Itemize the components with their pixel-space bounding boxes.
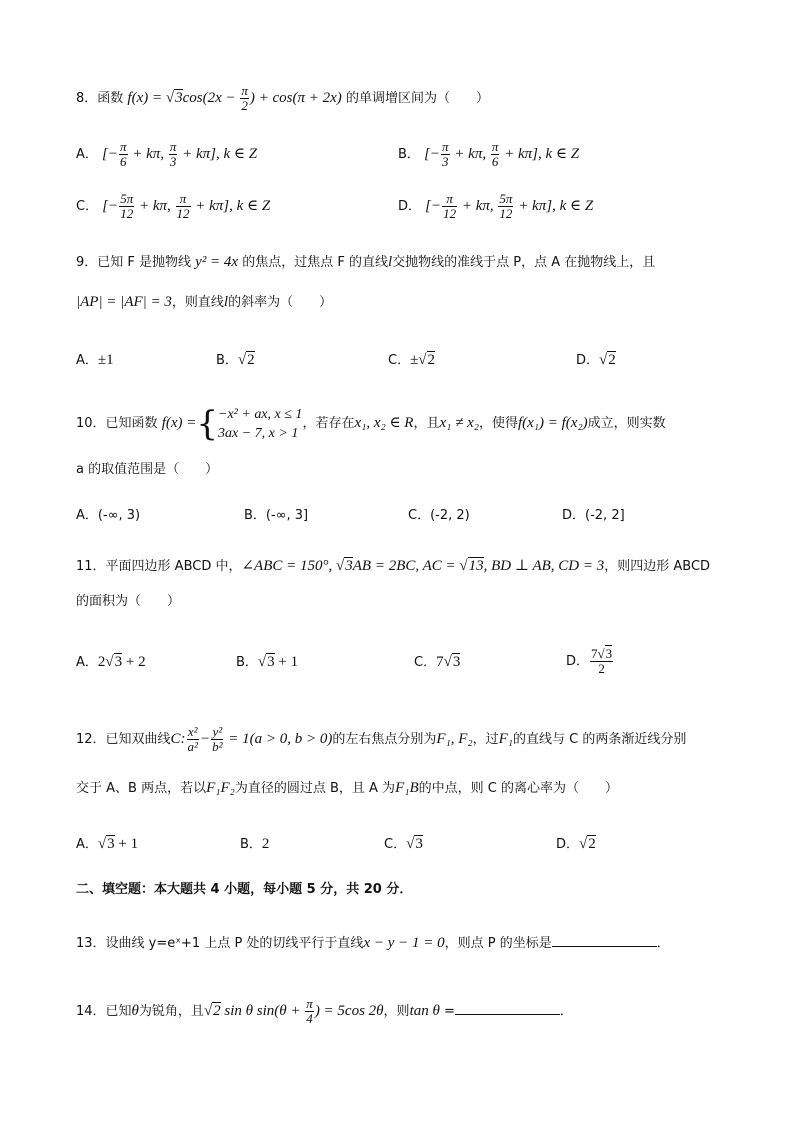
q14-answer-blank[interactable] (455, 1000, 560, 1015)
q14-text-a: 为锐角，且 (138, 1004, 204, 1019)
q12-option-a-math: √3 + 1 (97, 836, 139, 852)
option-label: B． (236, 655, 258, 670)
q12-f1f2: F₁F₂ (206, 780, 235, 796)
q9-text-d: ，则直线 (171, 295, 224, 310)
option-label: B． (216, 353, 238, 368)
q10-line-2-text: a 的取值范围是（ ） (76, 462, 219, 477)
option-text: (-2, 2] (585, 508, 625, 523)
q8-function-expr: f(x) = √3cos(2x − $\frac{\pi}{2}$ ) + cos(π + 2x) (127, 83, 342, 114)
q11-conditions-expr: ∠ABC = 150°, √3AB = 2BC, AC = √13, BD ⊥ AB, CD = 3 (241, 558, 605, 574)
question-10-line-1 (76, 400, 666, 446)
question-10-line-2 (76, 460, 218, 480)
q9-text-c: 交抛物线的准线于点 P，点 A 在抛物线上，且 (392, 255, 656, 270)
q10-option-a[interactable] (76, 506, 140, 526)
q14-equation-expr: √2 sin θ sin(θ + $\frac{\pi}{4}$ ) = 5cos 2θ (203, 996, 384, 1027)
q12-text-e: 的中点，则 C 的离心率为（ ） (418, 781, 618, 796)
q14-prefix: 14．已知 (76, 1004, 132, 1019)
q12-option-a[interactable] (76, 834, 138, 855)
q13-line-expr: x − y − 1 = 0 (363, 935, 445, 951)
question-9-line-1 (76, 252, 655, 273)
question-12-line-1 (76, 722, 686, 756)
q10-option-d[interactable] (562, 506, 625, 526)
option-label: B． (398, 147, 420, 162)
q8-option-d[interactable] (398, 192, 593, 221)
option-label: C． (408, 508, 431, 523)
q9-option-b[interactable] (216, 350, 255, 371)
q14-tan: tan θ (409, 1003, 440, 1019)
q10-fx: f(x) = (161, 415, 197, 431)
q10-prefix: 10．已知函数 (76, 416, 158, 431)
option-label: A． (76, 837, 98, 852)
q12-hyperbola-expr: C: $\frac{\text{x²}}{\text{a²}}$ − $\frac{\text{y²}}{\text{b²}}$ = 1(a > 0, b > 0) (170, 724, 333, 755)
q9-parabola-expr: y² = 4x (195, 254, 239, 270)
q9-text-b: 的焦点，过焦点 F 的直线 (242, 255, 388, 270)
q8-option-d-math: [− $\frac{\pi}{12}$ + kπ, $\frac{5\pi}{12}$ + kπ], k ∈ Z (425, 191, 594, 222)
q8-option-c-math: [− $\frac{5\pi}{12}$ + kπ, $\frac{\pi}{12}$ + kπ], k ∈ Z (102, 191, 271, 222)
q9-option-d[interactable] (576, 350, 616, 371)
q10-text-a: ，若存在 (302, 416, 355, 431)
q10-option-c[interactable] (408, 506, 470, 526)
q9-line-l: l (387, 254, 393, 270)
option-label: C． (388, 353, 411, 368)
q12-option-c-math: √3 (406, 836, 423, 852)
q9-line-l-2: l (223, 294, 229, 310)
q12-text-b: ，过 (472, 732, 499, 747)
q9-option-a[interactable] (76, 350, 114, 371)
option-label: B． (244, 508, 266, 523)
q9-option-b-math: √2 (237, 352, 255, 368)
option-text: 2 (261, 836, 270, 852)
q11-option-b[interactable] (236, 652, 298, 673)
q10-vars: x₁, x₂ ∈ R (354, 415, 414, 431)
option-label: C． (384, 837, 407, 852)
q12-prefix: 12．已知双曲线 (76, 732, 171, 747)
option-label: A． (76, 353, 98, 368)
q8-option-c[interactable] (76, 192, 270, 221)
q12-text-c: 交于 A、B 两点，若以 (76, 781, 207, 796)
question-13 (76, 932, 670, 954)
q13-prefix: 13．设曲线 y=eˣ+1 上点 P 处的切线平行于直线 (76, 936, 364, 951)
q10-suffix: 成立，则实数 (587, 416, 666, 431)
option-label: A． (76, 147, 98, 162)
q11-option-b-math: √3 + 1 (257, 654, 299, 670)
q13-suffix: ，则点 P 的坐标是 (444, 936, 552, 951)
option-text: (-∞, 3] (265, 508, 309, 523)
option-label: C． (76, 199, 99, 214)
q8-option-b[interactable] (398, 140, 579, 169)
q13-answer-blank[interactable] (552, 932, 657, 947)
q11-option-a-math: 2√3 + 2 (97, 654, 146, 670)
q8-option-a[interactable] (76, 140, 257, 169)
q12-text-a: 的左右焦点分别为 (332, 732, 437, 747)
q8-option-a-math: [− $\frac{\pi}{6}$ + kπ, $\frac{\pi}{3}$ + kπ], k ∈ Z (102, 139, 258, 170)
q10-case-1: −x² + ax, x ≤ 1 (218, 406, 303, 422)
q11-option-a[interactable] (76, 652, 146, 673)
q14-eq: = (444, 1004, 455, 1019)
q10-option-b[interactable] (244, 506, 308, 526)
q12-f1b: F₁B (395, 780, 419, 796)
option-label: D． (556, 837, 580, 852)
q12-f1: F₁ (498, 731, 514, 747)
q9-distance-expr: |AP| = |AF| = 3 (76, 294, 172, 310)
option-label: D． (566, 654, 590, 669)
question-8 (76, 84, 489, 112)
q12-foci: F₁, F₂ (436, 731, 473, 747)
q14-text-b: ，则 (383, 1004, 410, 1019)
option-label: C． (414, 655, 437, 670)
question-11-line-2 (76, 592, 180, 612)
option-label: A． (76, 508, 98, 523)
q10-piecewise-cases (218, 405, 302, 443)
piecewise-brace: { (196, 403, 219, 444)
option-label: A． (76, 655, 98, 670)
question-14 (76, 994, 573, 1028)
question-12-line-2 (76, 778, 618, 799)
q9-option-d-math: √2 (599, 352, 616, 368)
q10-text-b: ，且 (413, 416, 440, 431)
question-9-line-2 (76, 292, 332, 313)
q9-option-c[interactable] (388, 350, 435, 371)
q8-prefix: 8．函数 (76, 91, 124, 106)
option-label: D． (398, 199, 422, 214)
q11-prefix: 11．平面四边形 ABCD 中， (76, 559, 242, 574)
q9-text-a: 9．已知 F 是抛物线 (76, 255, 192, 270)
q10-neq: x₁ ≠ x₂ (439, 415, 479, 431)
q12-option-d-math: √2 (579, 836, 596, 852)
q11-suffix: ，则四边形 ABCD (604, 559, 711, 574)
option-label: D． (562, 508, 586, 523)
q11-option-d[interactable] (566, 642, 614, 682)
q11-option-c[interactable] (414, 652, 460, 673)
question-11-line-1 (76, 556, 710, 577)
q14-theta: θ (131, 1003, 139, 1019)
option-label: D． (576, 353, 600, 368)
q13-end: ． (656, 936, 670, 951)
q12-option-b[interactable] (240, 834, 269, 855)
option-label: B． (240, 837, 262, 852)
q9-option-c-math: ±√2 (410, 352, 436, 368)
q9-option-a-math: ±1 (97, 352, 114, 368)
q12-text-d: 为直径的圆过点 B，且 A 为 (234, 781, 396, 796)
option-text: (-∞, 3) (97, 508, 141, 523)
q10-eq: f(x₁) = f(x₂) (517, 415, 588, 431)
q8-suffix: 的单调增区间为（ ） (345, 91, 489, 106)
q10-text-c: ，使得 (478, 416, 518, 431)
q11-line-2-text: 的面积为（ ） (76, 594, 181, 609)
q11-option-d-math: $\frac{7√3}{2}$ (591, 646, 613, 676)
q12-option-c[interactable] (384, 834, 423, 855)
q8-option-b-math: [− $\frac{\pi}{3}$ + kπ, $\frac{\pi}{6}$ + kπ], k ∈ Z (424, 139, 580, 170)
q12-option-d[interactable] (556, 834, 596, 855)
q12-suffix: 的直线与 C 的两条渐近线分别 (513, 732, 687, 747)
section-2-heading: 二、填空题：本大题共 4 小题，每小题 5 分，共 20 分． (76, 882, 413, 897)
option-text: (-2, 2) (430, 508, 470, 523)
q14-end: ． (559, 1004, 573, 1019)
q11-option-c-math: 7√3 (436, 654, 461, 670)
q10-case-2: 3ax − 7, x > 1 (218, 425, 299, 441)
q9-text-e: 的斜率为（ ） (228, 295, 333, 310)
